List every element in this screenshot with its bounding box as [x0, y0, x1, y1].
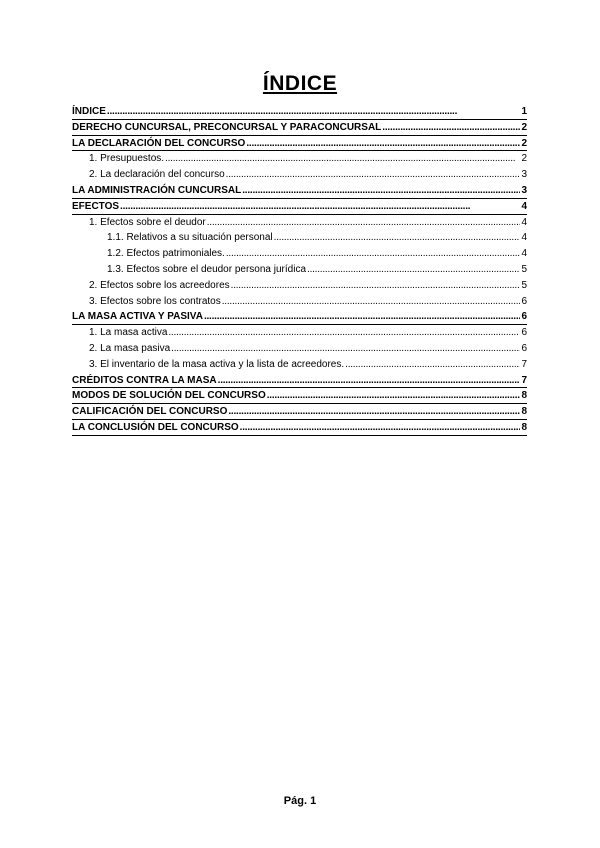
toc-entry-title: 1. Presupuestos. [89, 153, 165, 165]
toc-entry-title: EFECTOS [72, 200, 120, 212]
toc-dot-leader [168, 325, 520, 341]
toc-entry[interactable] [72, 373, 527, 389]
toc-dot-leader [267, 388, 521, 404]
toc-entry-title: 2. La masa pasiva [89, 342, 171, 354]
toc-entry[interactable] [72, 167, 527, 183]
toc-page-number: 8 [521, 421, 527, 433]
toc-page-number: 6 [521, 342, 527, 354]
toc-entry-title: CALIFICACIÓN DEL CONCURSO [72, 406, 228, 418]
toc-entry[interactable] [72, 120, 527, 136]
toc-entry[interactable] [72, 151, 527, 167]
toc-entry-title: CRÉDITOS CONTRA LA MASA [72, 374, 217, 386]
toc-page-number: 1 [521, 106, 527, 117]
toc-entry-title: LA DECLARACIÓN DEL CONCURSO [72, 137, 246, 149]
toc-page-number: 4 [521, 248, 527, 260]
toc-entry[interactable] [72, 262, 527, 278]
toc-page-number: 6 [521, 311, 527, 323]
document-title: ÍNDICE [262, 72, 338, 95]
table-of-contents [72, 104, 527, 436]
toc-entry[interactable] [72, 183, 527, 199]
toc-entry[interactable] [72, 230, 527, 246]
toc-entry-title: 1. Efectos sobre el deudor [89, 216, 206, 228]
toc-page-number: 7 [521, 374, 527, 386]
toc-entry-title: 2. Efectos sobre los acreedores [89, 279, 230, 291]
toc-dot-leader [226, 246, 521, 262]
toc-page-number: 3 [521, 184, 527, 196]
toc-dot-leader [107, 104, 521, 120]
toc-dot-leader [218, 373, 521, 389]
toc-dot-leader [246, 136, 520, 152]
toc-dot-leader [207, 215, 521, 231]
toc-page-number: 7 [521, 358, 527, 370]
toc-entry[interactable] [72, 388, 527, 404]
toc-entry[interactable] [72, 341, 527, 357]
toc-entry[interactable] [72, 294, 527, 310]
toc-page-number: 4 [521, 200, 527, 212]
toc-page-number: 4 [521, 232, 527, 244]
toc-page-number: 2 [521, 121, 527, 133]
toc-entry[interactable] [72, 199, 527, 215]
toc-page-number: 4 [521, 216, 527, 228]
toc-dot-leader [240, 420, 521, 436]
toc-entry-title: LA ADMINISTRACIÓN CUNCURSAL [72, 184, 242, 196]
toc-entry-title: 3. Efectos sobre los contratos [89, 295, 221, 307]
toc-entry[interactable] [72, 309, 527, 325]
toc-dot-leader [228, 404, 520, 420]
toc-dot-leader [165, 151, 520, 167]
toc-entry-title: DERECHO CUNCURSAL, PRECONCURSAL Y PARACONCURSAL [72, 121, 382, 133]
toc-dot-leader [274, 230, 521, 246]
toc-page-number: 5 [521, 279, 527, 291]
toc-entry-title: 3. El inventario de la masa activa y la lista de acreedores. [89, 358, 345, 370]
toc-page-number: 8 [521, 390, 527, 402]
toc-dot-leader [231, 278, 521, 294]
toc-entry[interactable] [72, 246, 527, 262]
toc-entry[interactable] [72, 104, 527, 120]
toc-entry[interactable] [72, 357, 527, 373]
toc-page-number: 2 [521, 137, 527, 149]
toc-page-number: 2 [521, 153, 527, 165]
toc-entry[interactable] [72, 215, 527, 231]
toc-dot-leader [345, 357, 520, 373]
toc-dot-leader [226, 167, 521, 183]
page-number-footer: Pág. 1 [283, 795, 317, 807]
toc-page-number: 5 [521, 263, 527, 275]
toc-entry-title: LA CONCLUSIÓN DEL CONCURSO [72, 421, 239, 433]
toc-entry-title: ÍNDICE [72, 106, 106, 117]
toc-entry[interactable] [72, 278, 527, 294]
toc-entry-title: 1. La masa activa [89, 327, 168, 339]
toc-entry-title: 1.1. Relativos a su situación personal [107, 232, 273, 244]
toc-dot-leader [120, 199, 520, 215]
toc-dot-leader [382, 120, 520, 136]
toc-page-number: 6 [521, 327, 527, 339]
toc-entry[interactable] [72, 420, 527, 436]
toc-entry[interactable] [72, 404, 527, 420]
toc-dot-leader [204, 309, 521, 325]
toc-page-number: 3 [521, 169, 527, 181]
toc-dot-leader [222, 294, 521, 310]
toc-dot-leader [307, 262, 520, 278]
toc-entry[interactable] [72, 136, 527, 152]
toc-entry-title: 2. La declaración del concurso [89, 169, 225, 181]
toc-page-number: 8 [521, 406, 527, 418]
toc-entry-title: LA MASA ACTIVA Y PASIVA [72, 311, 203, 323]
toc-dot-leader [242, 183, 520, 199]
toc-entry-title: 1.2. Efectos patrimoniales. [107, 248, 225, 260]
toc-entry[interactable] [72, 325, 527, 341]
toc-entry-title: MODOS DE SOLUCIÓN DEL CONCURSO [72, 390, 266, 402]
toc-page-number: 6 [521, 295, 527, 307]
toc-entry-title: 1.3. Efectos sobre el deudor persona jurídica [107, 263, 307, 275]
toc-dot-leader [171, 341, 520, 357]
